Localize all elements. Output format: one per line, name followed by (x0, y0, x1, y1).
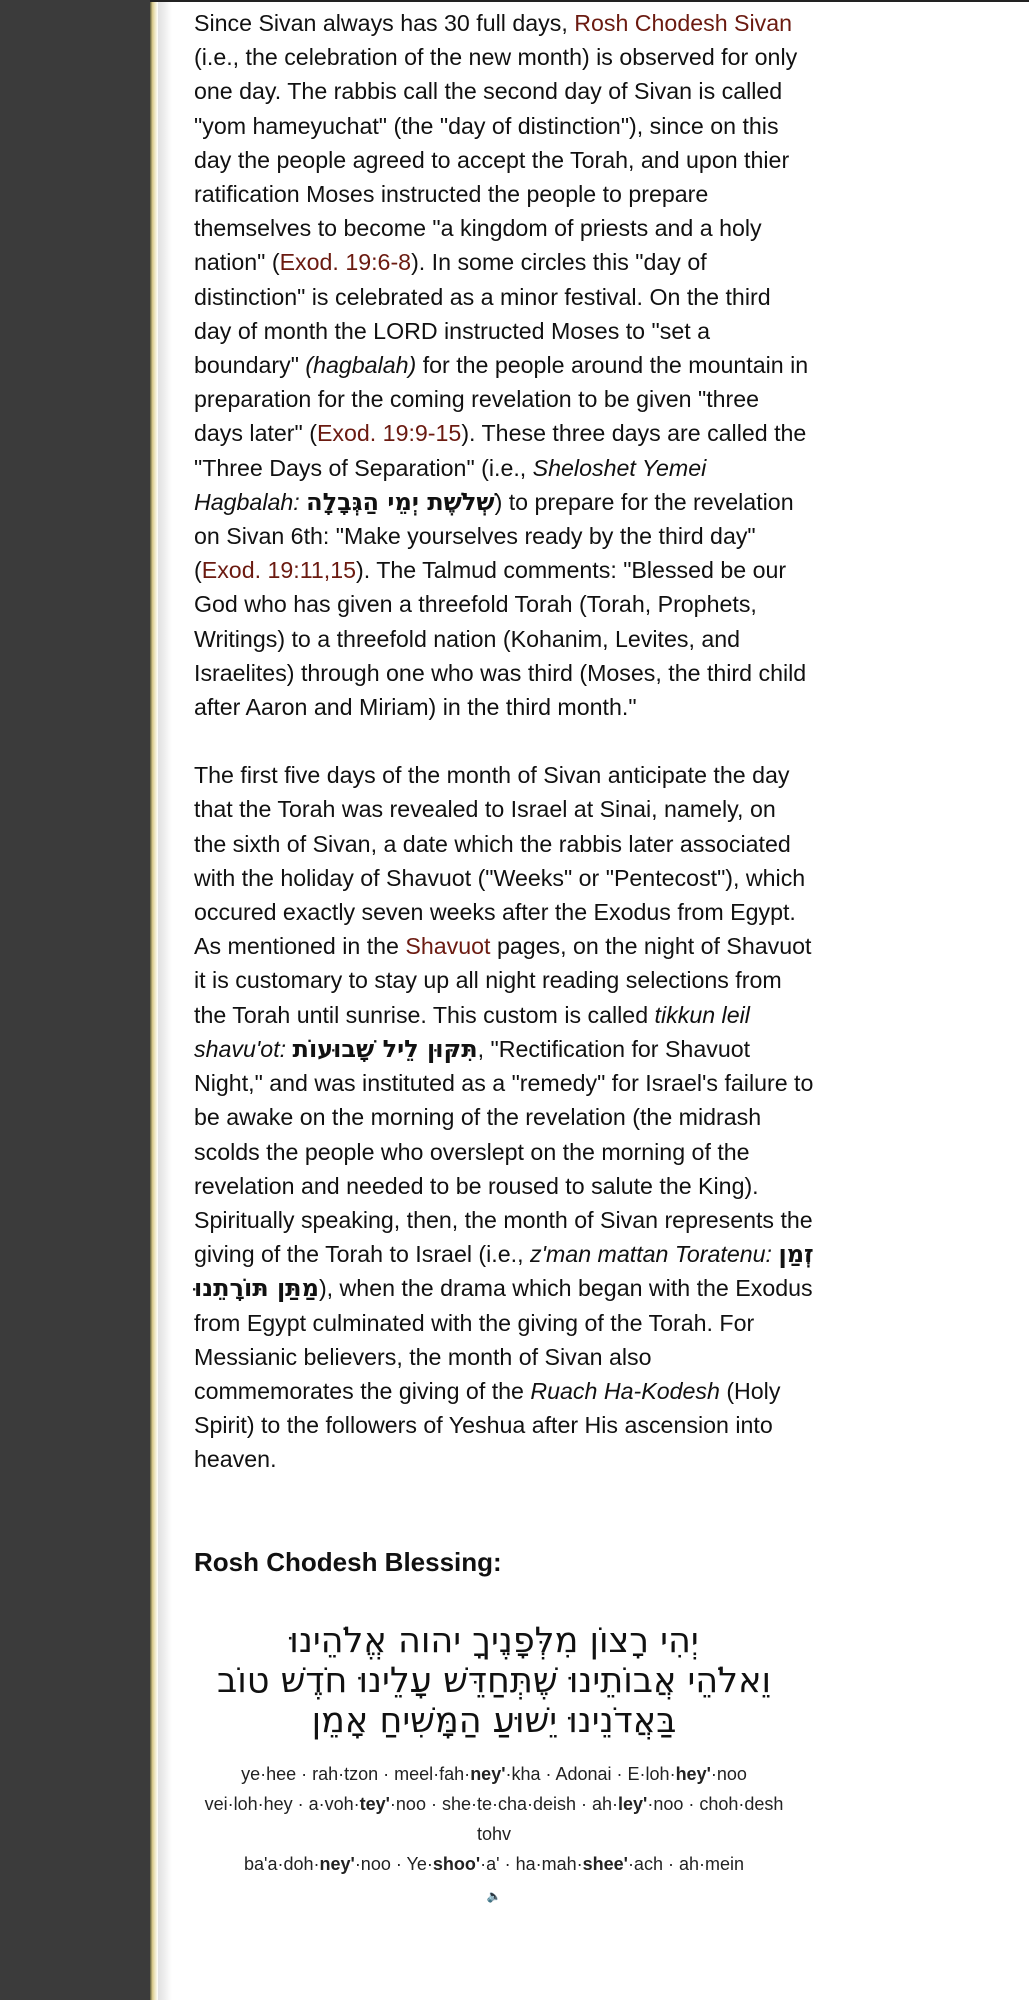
paragraph-2 (194, 758, 814, 1476)
link-shavuot[interactable]: Shavuot (405, 933, 491, 960)
link-exod-19-11-15[interactable]: Exod. 19:11,15 (201, 557, 357, 584)
blessing-transliteration (194, 1759, 794, 1911)
link-exod-19-9-15[interactable]: Exod. 19:9-15 (316, 420, 462, 447)
text: ), when the drama which began with the Exodus from Egypt culminated with the giving of the Torah. For Messianic believers, the month of Sivan also commemorates the giving of the (194, 1275, 813, 1404)
text: pages, on the night of Shavuot it is customary to stay up all night reading selections from the Torah until sunrise. This custom is called (194, 933, 812, 1028)
blessing-block (194, 1621, 794, 1911)
term-zman-mattan-toratenu: z'man mattan Toratenu: (529, 1241, 772, 1268)
hebrew-line: יְהִי רָצוֹן מִלְּפָנֶיךָ יהוה אֱלֹהֵינוּ (289, 1620, 699, 1661)
link-exod-19-6-8[interactable]: Exod. 19:6-8 (279, 249, 412, 276)
top-rule (150, 0, 1029, 2)
text: , "Rectification for Shavuot Night," and was instituted as a "remedy" for Israel's failure to be awake on the morning of the revelation (the midrash scolds the people who overslept on the morning of the revelation and needed to be roused to salute the King). Spiritually speaking, then, the month of Sivan represents the giving of the Torah to Israel (i.e., (194, 1035, 814, 1268)
blessing-hebrew (194, 1621, 794, 1741)
translit-line-3: ba'a·doh·ney'·noo · Ye·shoo'·a' · ha·mah·shee'·ach · ah·mein (244, 1853, 744, 1874)
page-shadow (158, 0, 172, 2000)
hebrew-line: וֵאלֹהֵי אֲבוֹתֵינוּ שֶׁתְּחַדֵּשׁ עָלֵינוּ חֹדֶשׁ טוֹב (216, 1660, 772, 1701)
text: ) to prepare for the revelation on Sivan 6th: "Make yourselves ready by the third day" ( (194, 488, 794, 584)
hebrew-zman-mattan: זְמַן מַתַּן תּוֹרָתֵנוּ (194, 1240, 814, 1303)
link-rosh-chodesh-sivan[interactable]: Rosh Chodesh Sivan (574, 10, 793, 36)
speaker-icon[interactable]: 🔈 (486, 1888, 502, 1903)
term-sheloshet-yemei-hagbalah: Sheloshet Yemei Hagbalah: (194, 454, 707, 515)
text: ). The Talmud comments: "Blessed be our God who has given a threefold Torah (Torah, Prophets, Writings) to a threefold nation (Kohanim, Levites, and Israelites) through one who was third (Moses, the third child after Aaron and Miriam) in the third month." (194, 557, 807, 721)
hebrew-tikkun: תִּקּוּן לֵיל שָׁבוּעוֹת (292, 1034, 478, 1063)
article-content (194, 6, 814, 1911)
term-ruach-ha-kodesh: Ruach Ha-Kodesh (530, 1377, 720, 1404)
text: Since Sivan always has 30 full days, (194, 10, 575, 36)
hebrew-line: בַּאֲדֹנֵינוּ יֵשׁוּעַ הַמָּשִׁיחַ אָמֵן (311, 1700, 677, 1741)
term-hagbalah: (hagbalah) (305, 352, 417, 379)
blessing-heading: Rosh Chodesh Blessing: (194, 1546, 502, 1577)
text: (Holy Spirit) to the followers of Yeshua after His ascension into heaven. (194, 1377, 781, 1473)
text: The first five days of the month of Sivan anticipate the day that the Torah was revealed to Israel at Sinai, namely, on the sixth of Sivan, a date which the rabbis later associated with the holiday of Shavuot ("Weeks" or "Pentecost"), which occured exactly seven weeks after the Exodus from Egypt. As mentioned in the (194, 762, 806, 960)
text: (i.e., the celebration of the new month) is observed for only one day. The rabbis call the second day of Sivan is called "yom hameyuchat" (the "day of distinction"), since on this day the people agreed to accept the Torah, and upon thier ratification Moses instructed the people to prepare themselves to become "a kingdom of priests and a holy nation" ( (194, 44, 798, 276)
paragraph-1 (194, 6, 814, 724)
text: ). These three days are called the "Three Days of Separation" (i.e., (194, 420, 807, 481)
page-border (150, 0, 158, 2000)
text: for the people around the mountain in preparation for the coming revelation to be given "three days later" ( (194, 352, 809, 447)
hebrew-sheloshet: שְׁלֹשֶׁת יְמֵי הַגְּבָלָה (306, 487, 495, 516)
translit-line-2: vei·loh·hey · a·voh·tey'·noo · she·te·cha·deish · ah·ley'·noo · choh·desh tohv (204, 1793, 784, 1844)
term-tikkun-leil-shavuot: tikkun leil shavu'ot: (194, 1001, 750, 1062)
left-sidebar (0, 0, 150, 2000)
text: ). In some circles this "day of distinction" is celebrated as a minor festival. On the third day of month the LORD instructed Moses to "set a boundary" (194, 249, 771, 379)
translit-line-1: ye·hee · rah·tzon · meel·fah·ney'·kha · Adonai · E·loh·hey'·noo (241, 1763, 747, 1784)
